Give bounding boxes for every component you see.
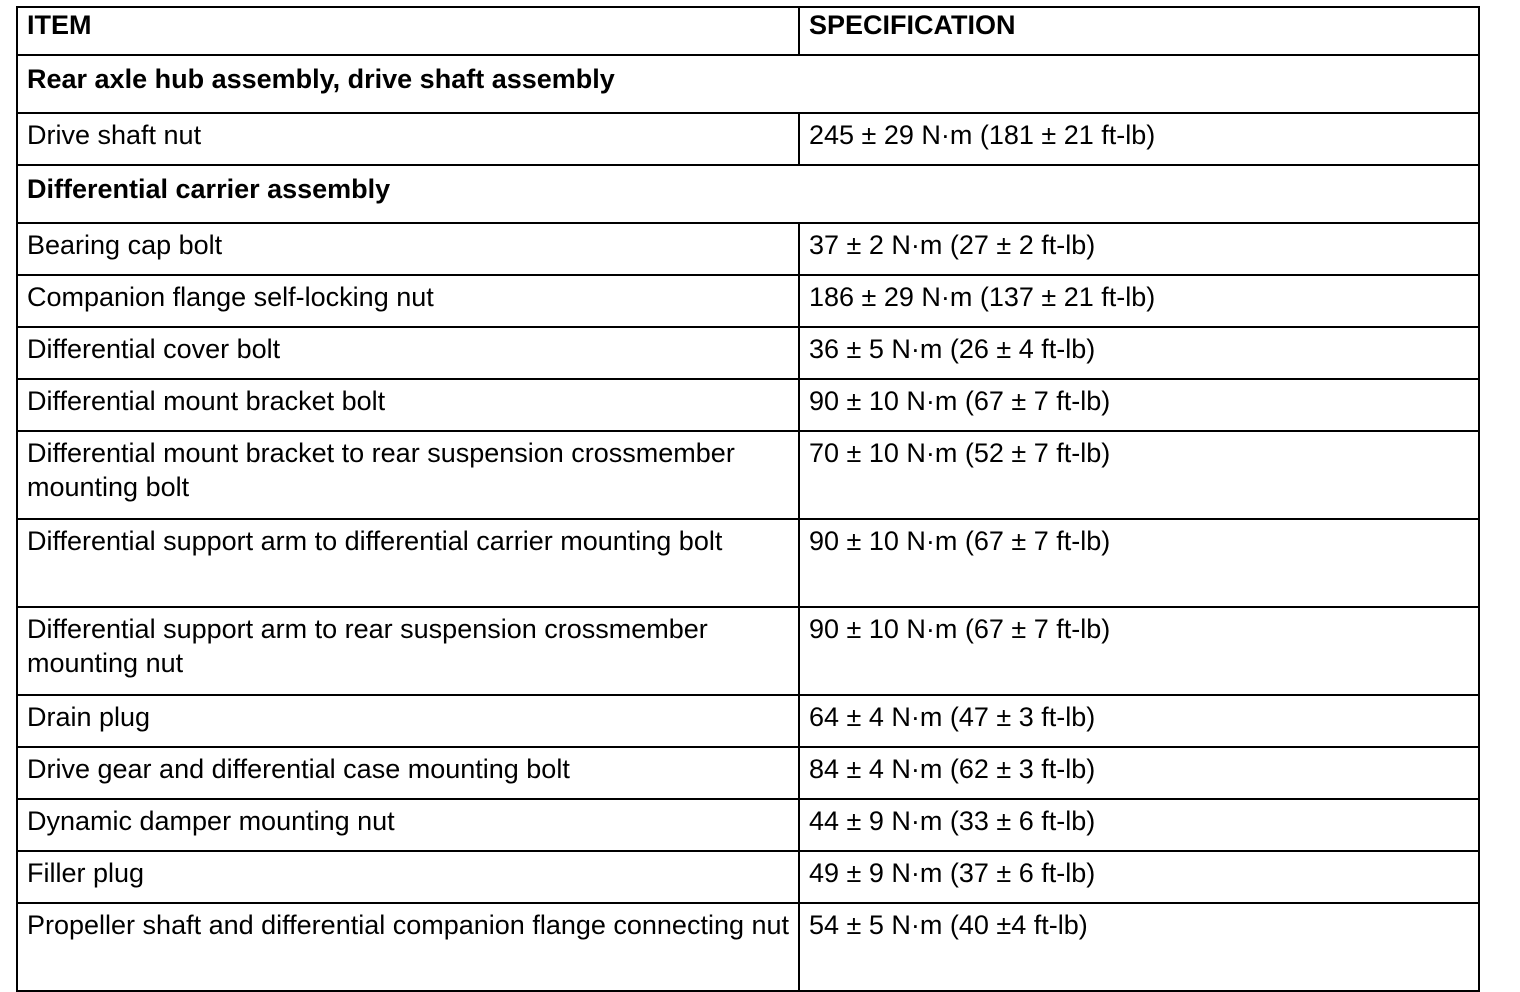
- table-row: [17, 747, 1479, 799]
- spec-cell: 54 ± 5 N·m (40 ±4 ft-lb): [799, 903, 1479, 991]
- item-cell: Differential mount bracket bolt: [17, 379, 799, 431]
- table-row: [17, 851, 1479, 903]
- item-cell: Bearing cap bolt: [17, 223, 799, 275]
- section-label: Differential carrier assembly: [17, 165, 1479, 223]
- table-row: [17, 113, 1479, 165]
- spec-cell: 70 ± 10 N·m (52 ± 7 ft-lb): [799, 431, 1479, 519]
- spec-cell: 64 ± 4 N·m (47 ± 3 ft-lb): [799, 695, 1479, 747]
- header-item: ITEM: [17, 7, 799, 55]
- table-row: [17, 275, 1479, 327]
- table-row: [17, 519, 1479, 607]
- item-cell: Drain plug: [17, 695, 799, 747]
- table-row: [17, 903, 1479, 991]
- spec-cell: 36 ± 5 N·m (26 ± 4 ft-lb): [799, 327, 1479, 379]
- spec-cell: 90 ± 10 N·m (67 ± 7 ft-lb): [799, 519, 1479, 607]
- item-cell: Dynamic damper mounting nut: [17, 799, 799, 851]
- item-cell: Filler plug: [17, 851, 799, 903]
- item-cell: Companion flange self-locking nut: [17, 275, 799, 327]
- item-cell: Drive gear and differential case mounting bolt: [17, 747, 799, 799]
- table-row: [17, 223, 1479, 275]
- item-cell: Differential cover bolt: [17, 327, 799, 379]
- table-row: [17, 695, 1479, 747]
- spec-cell: 186 ± 29 N·m (137 ± 21 ft-lb): [799, 275, 1479, 327]
- table-row: [17, 431, 1479, 519]
- table-row: [17, 607, 1479, 695]
- spec-cell: 84 ± 4 N·m (62 ± 3 ft-lb): [799, 747, 1479, 799]
- table-row: [17, 379, 1479, 431]
- section-row: [17, 55, 1479, 113]
- item-cell: Differential support arm to differential carrier mounting bolt: [17, 519, 799, 607]
- table-row: [17, 799, 1479, 851]
- item-cell: Differential mount bracket to rear suspension crossmember mounting bolt: [17, 431, 799, 519]
- spec-cell: 37 ± 2 N·m (27 ± 2 ft-lb): [799, 223, 1479, 275]
- header-specification: SPECIFICATION: [799, 7, 1479, 55]
- torque-specification-table: [16, 6, 1480, 992]
- section-row: [17, 165, 1479, 223]
- section-label: Rear axle hub assembly, drive shaft assembly: [17, 55, 1479, 113]
- spec-cell: 245 ± 29 N·m (181 ± 21 ft-lb): [799, 113, 1479, 165]
- table-header-row: [17, 7, 1479, 55]
- item-cell: Differential support arm to rear suspension crossmember mounting nut: [17, 607, 799, 695]
- spec-cell: 49 ± 9 N·m (37 ± 6 ft-lb): [799, 851, 1479, 903]
- spec-cell: 90 ± 10 N·m (67 ± 7 ft-lb): [799, 607, 1479, 695]
- item-cell: Drive shaft nut: [17, 113, 799, 165]
- table-row: [17, 327, 1479, 379]
- item-cell: Propeller shaft and differential companion flange connecting nut: [17, 903, 799, 991]
- spec-cell: 90 ± 10 N·m (67 ± 7 ft-lb): [799, 379, 1479, 431]
- spec-cell: 44 ± 9 N·m (33 ± 6 ft-lb): [799, 799, 1479, 851]
